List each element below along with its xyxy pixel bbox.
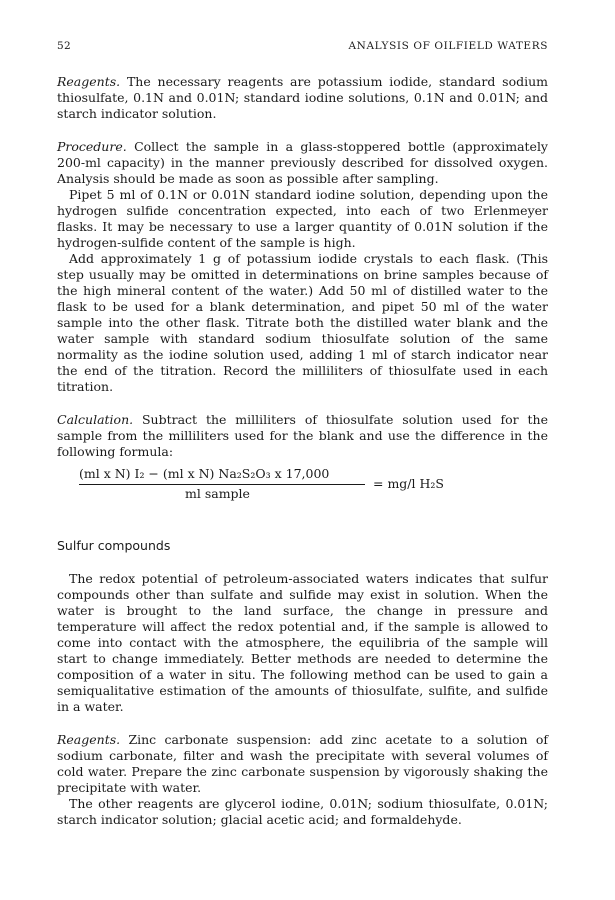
reagents-2-section: [57, 732, 548, 828]
sulfur-section: [57, 571, 548, 715]
calculation-text: Subtract the milliliters of thiosulfate solution used for the sample from the milliliters used for the blank and use the difference in the following formula:: [57, 412, 548, 459]
document-page: [57, 40, 548, 845]
page-number: 52: [57, 40, 71, 52]
reagents-2-text: Zinc carbonate suspension: add zinc acetate to a solution of sodium carbonate, filter and wash the precipitate with several volumes of cold water. Prepare the zinc carbonate suspension by vigorously shaking the precipitate with water.: [57, 732, 548, 795]
procedure-paragraph-2: Pipet 5 ml of 0.1N or 0.01N standard iodine solution, depending upon the hydrogen sulfide concentration expected, into each of two Erlenmeyer flasks. It may be necessary to use a larger quantity of 0.01N solution if the hydrogen-sulfide content of the sample is high.: [57, 187, 548, 250]
procedure-text: Collect the sample in a glass-stoppered bottle (approximately 200-ml capacity) in the manner previously described for dissolved oxygen. Analysis should be made as soon as possible after sampling.: [57, 139, 548, 186]
procedure-section: [57, 139, 548, 395]
sulfur-compounds-heading: Sulfur compounds: [57, 538, 171, 553]
sulfur-paragraph: The redox potential of petroleum-associated waters indicates that sulfur compounds other than sulfate and sulfide may exist in solution. When the water is brought to the land surface, the change in pressure and temperature will affect the redox potential and, if the sample is allowed to come into contact with the atmosphere, the equilibria of the sample will start to change immediately. Better methods are needed to determine the composition of a water in situ. The following method can be used to gain a semiqualitative estimation of the amounts of thiosulfate, sulfite, and sulfide in a water.: [57, 571, 548, 714]
reagents-paragraph: [57, 74, 548, 122]
procedure-lead: Procedure.: [57, 139, 127, 154]
reagents-section: [57, 74, 548, 122]
reagents-text: The necessary reagents are potassium iodide, standard sodium thiosulfate, 0.1N and 0.01N; standard iodine solutions, 0.1N and 0.01N; and starch indicator solution.: [57, 74, 548, 121]
reagents-2-paragraph-2: The other reagents are glycerol iodine, 0.01N; sodium thiosulfate, 0.01N; starch indicator solution; glacial acetic acid; and formaldehyde.: [57, 796, 548, 827]
reagents-2-paragraph: [57, 732, 548, 796]
running-title: ANALYSIS OF OILFIELD WATERS: [348, 40, 548, 52]
calculation-section: [57, 412, 548, 512]
reagents-2-lead: Reagents.: [57, 732, 121, 747]
calculation-lead: Calculation.: [57, 412, 134, 427]
h2s-formula: [57, 464, 548, 512]
formula-denominator: ml sample: [185, 486, 250, 501]
running-header: [57, 40, 548, 52]
formula-fraction-bar: [79, 484, 365, 485]
reagents-lead: Reagents.: [57, 74, 121, 89]
formula-result: = mg/l H₂S: [373, 476, 444, 491]
formula-numerator: (ml x N) I₂ − (ml x N) Na₂S₂O₃ x 17,000: [79, 466, 330, 481]
procedure-paragraph-1: [57, 139, 548, 187]
procedure-paragraph-3: Add approximately 1 g of potassium iodide crystals to each flask. (This step usually may be omitted in determinations on brine samples because of the high mineral content of the water.) Add 50 ml of distilled water to the flask to be used for a blank determination, and pipet 50 ml of the water sample into the other flask. Titrate both the distilled water blank and the water sample with standard sodium thiosulfate solution of the same normality as the iodine solution used, adding 1 ml of starch indicator near the end of the titration. Record the milliliters of thiosulfate used in each titration.: [57, 251, 548, 394]
calculation-paragraph: [57, 412, 548, 460]
